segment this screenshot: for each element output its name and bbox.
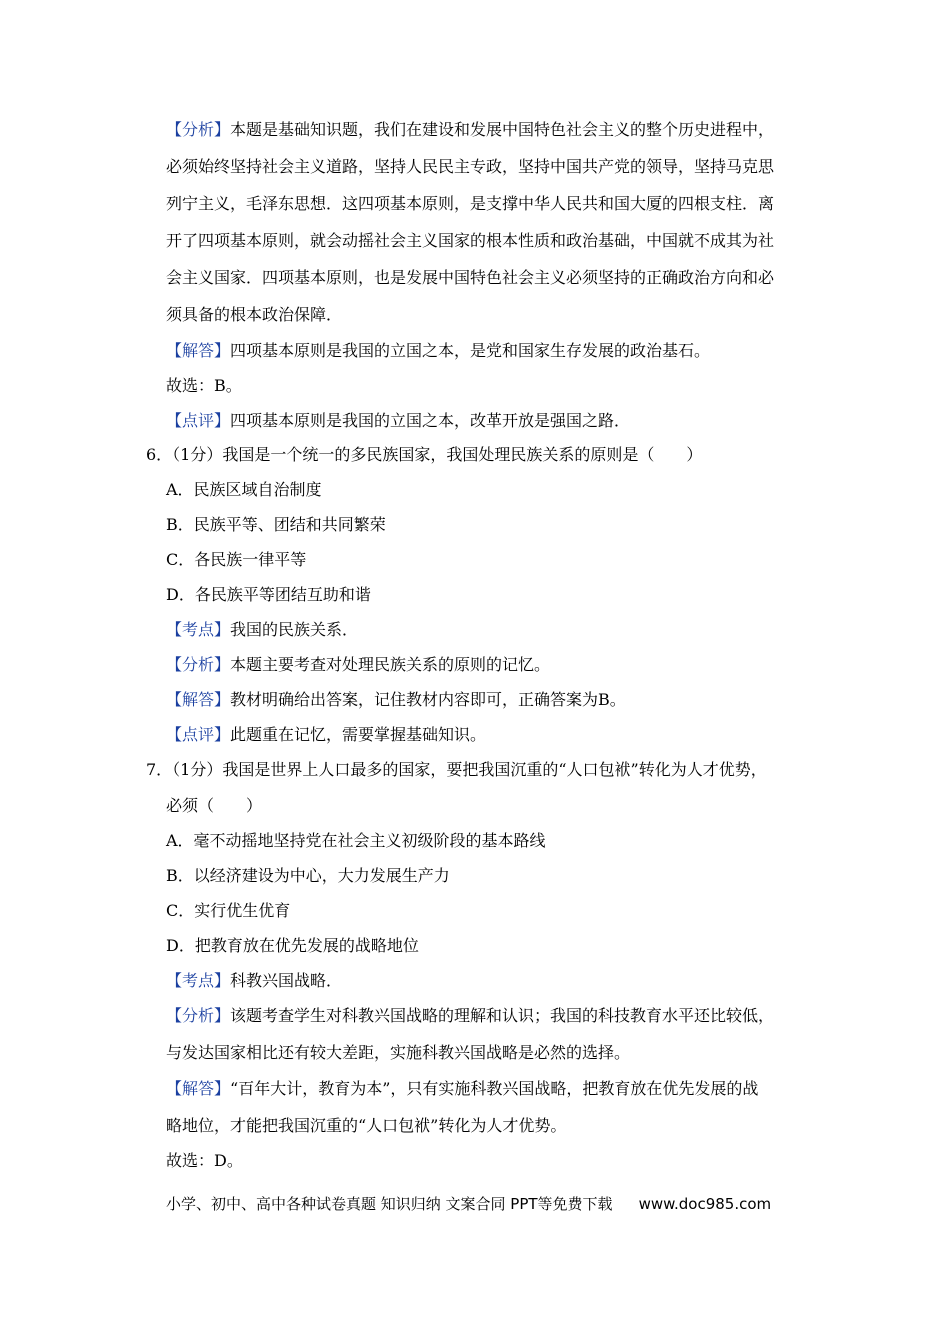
analysis-tag: 【分析】 (166, 655, 231, 674)
q5-analysis-line-4: 开了四项基本原则，就会动摇社会主义国家的根本性质和政治基础，中国就不成其为社 (166, 231, 775, 250)
footer-url[interactable]: www.doc985.com (638, 1195, 772, 1213)
q5-analysis-line-1: 【分析】本题是基础知识题，我们在建设和发展中国特色社会主义的整个历史进程中， (166, 120, 775, 139)
q7-option-a: A．毫不动摇地坚持党在社会主义初级阶段的基本路线 (166, 831, 546, 850)
comment-tag: 【点评】 (166, 725, 231, 744)
q7-stem-line-2: 必须（ ） (166, 796, 263, 815)
q5-analysis-line-3: 列宁主义，毛泽东思想．这四项基本原则，是支撑中华人民共和国大厦的四根支柱．离 (166, 194, 775, 213)
q5-answer: 【解答】四项基本原则是我国的立国之本，是党和国家生存发展的政治基石。 (166, 341, 711, 360)
answer-tag: 【解答】 (166, 1079, 231, 1098)
q6-option-a: A．民族区域自治制度 (166, 480, 322, 499)
comment-tag: 【点评】 (166, 411, 231, 430)
q6-answer: 【解答】教材明确给出答案，记住教材内容即可，正确答案为B。 (166, 690, 626, 709)
q5-analysis-line-2: 必须始终坚持社会主义道路，坚持人民民主专政，坚持中国共产党的领导，坚持马克思 (166, 157, 775, 176)
point-tag: 【考点】 (166, 971, 231, 990)
q7-point: 【考点】科教兴国战略． (166, 971, 343, 990)
q7-option-c: C．实行优生优育 (166, 901, 291, 920)
q5-choice: 故选：B。 (166, 376, 242, 395)
analysis-tag: 【分析】 (166, 1006, 231, 1025)
q7-analysis-line-2: 与发达国家相比还有较大差距，实施科教兴国战略是必然的选择。 (166, 1043, 631, 1062)
q7-option-d: D．把教育放在优先发展的战略地位 (166, 936, 419, 955)
q6-point: 【考点】我国的民族关系． (166, 620, 359, 639)
q7-answer-line-2: 略地位，才能把我国沉重的“人口包袱”转化为人才优势。 (166, 1116, 567, 1135)
q7-option-b: B．以经济建设为中心，大力发展生产力 (166, 866, 450, 885)
q5-analysis-line-6: 须具备的根本政治保障． (166, 305, 343, 324)
q5-comment: 【点评】四项基本原则是我国的立国之本，改革开放是强国之路． (166, 411, 631, 430)
q7-stem-line-1: 7．（1分）我国是世界上人口最多的国家，要把我国沉重的“人口包袱”转化为人才优势， (146, 760, 767, 779)
q7-answer-line-1: 【解答】“百年大计，教育为本”，只有实施科教兴国战略，把教育放在优先发展的战 (166, 1079, 759, 1098)
q5-analysis-line-5: 会主义国家．四项基本原则，也是发展中国特色社会主义必须坚持的正确政治方向和必 (166, 268, 775, 287)
q6-stem: 6．（1分）我国是一个统一的多民族国家，我国处理民族关系的原则是（ ） (146, 445, 703, 464)
q6-analysis: 【分析】本题主要考查对处理民族关系的原则的记忆。 (166, 655, 551, 674)
answer-tag: 【解答】 (166, 690, 231, 709)
point-tag: 【考点】 (166, 620, 231, 639)
q7-choice: 故选：D。 (166, 1151, 243, 1170)
q6-option-b: B．民族平等、团结和共同繁荣 (166, 515, 386, 534)
q6-option-c: C．各民族一律平等 (166, 550, 307, 569)
q7-analysis-line-1: 【分析】该题考查学生对科教兴国战略的理解和认识；我国的科技教育水平还比较低， (166, 1006, 775, 1025)
footer-text: 小学、初中、高中各种试卷真题 知识归纳 文案合同 PPT等免费下载 (166, 1195, 613, 1213)
q6-comment: 【点评】此题重在记忆，需要掌握基础知识。 (166, 725, 487, 744)
analysis-tag: 【分析】 (166, 120, 231, 139)
answer-tag: 【解答】 (166, 341, 231, 360)
footer (166, 1193, 771, 1214)
q6-option-d: D．各民族平等团结互助和谐 (166, 585, 371, 604)
